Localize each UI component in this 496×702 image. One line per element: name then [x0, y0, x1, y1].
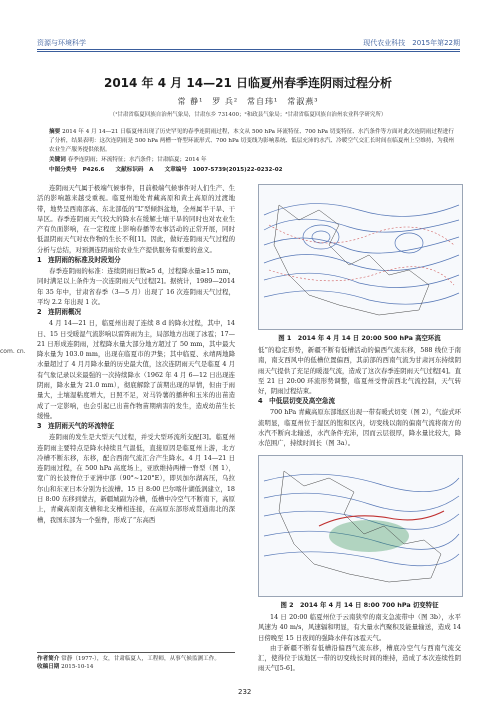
footnote	[37, 652, 235, 671]
author-list: 常 静¹ 罗 兵² 常自玮¹ 常淑燕³	[177, 97, 319, 106]
received-date-label: 收稿日期	[37, 664, 60, 670]
right-paragraph-3: 由于新疆不断有低槽沿偏西气流东移，槽底冷空气与西南气流交汇，使得位于该地区一带的切变线长时间的维持，造成了本次连续性阴雨天气[5-6]。	[258, 643, 461, 673]
received-date: 2015-10-14	[61, 664, 94, 670]
running-header-right: 现代农业科技 2015年第22期	[363, 39, 460, 47]
figure-2-caption: 图 2 2014 年 4 月 14 日 8:00 700 hPa 切变特征	[280, 601, 439, 609]
author-affiliations: （¹甘肃省临夏回族自治州气象局，甘肃东乡 731400；²和政县气象局；³甘肃省临夏回族自治州农业科学研究所）	[109, 112, 387, 118]
section-4-text: 700 hPa 青藏高原东部地区出现一带有暖式切变（图 2），气旋式环流明显，临夏州位于湿区的饱和区内，切变线以南的偏南气流将南方的水汽不断向北输送，水汽条件充沛，因而云层很厚，降水量比较大，降水范围广，持续时间长（图 3a）。	[258, 408, 461, 448]
abstract	[49, 128, 454, 154]
section-4-heading: 4 中低层切变及高空急流	[258, 397, 336, 406]
section-1-text: 春季连阴雨的标准：连续阴雨日数≥5 d，过程降水量≥15 mm，同时满足以上条件为一次连阴雨天气过程[2]。据统计，1989—2014 年 35 年中，甘肃省春季（3—5 月）出现了 16 次连阴雨天气过程，平均 2.2 年出现 1 次。	[37, 267, 235, 306]
abstract-text: 2014 年 4 月 14—21 日临夏州出现了历史罕见的春季连阴雨过程，本文从 500 hPa 环流特征、700 hPa 切变特征、水汽条件等方面对此次连阴雨过程进行了分析，结果表明：这次连阴雨是 500 hPa 两槽一脊型环流形式、700 hPa 切变线为影响系统、低层充沛的水汽、冷暖空气交汇长时间在临夏州上空维持，为我州农业生产服务提供依据。	[49, 129, 454, 153]
header-rule	[37, 49, 460, 50]
author-bio-label: 作者简介	[37, 656, 60, 662]
section-2-text: 4 月 14—21 日，临夏州出现了连续 8 d 的降水过程，其中，14 日、15 日受暖湿气流影响以雷阵雨为主，局部地方出现了冰雹；17—21 日形成连阴雨，过程降水量大部分地方超过了 50 mm，其中最大降水量为 103.0 mm，出现在临夏市的尹集；其中临夏、永靖两地降水量超过了 4 月月降水量的历史最大值，这次连阴雨天气是临夏 4 月有气象记录以来最强的一次持续降水（1962 年 4 月 6—12 日出现连阴雨，降水量为 21.0 mm），彻底解除了前期出现的旱情，但由于雨量大，土壤湿粘度增大，日照不足，对马铃薯的播种和玉米的出苗造成了一定影响，也会引起已出苗作物苗期病害的发生，造成幼苗生长缓慢。	[37, 319, 235, 420]
figure-2-map	[258, 455, 463, 597]
section-3-heading: 3 连阴雨天气的环流特征	[37, 422, 115, 431]
keywords-label: 关键词	[49, 157, 66, 163]
section-3-text: 连阴雨的发生是大型天气过程，并受大型环流所支配[3]。临夏州连阴雨主要特点是降水持续且气温低，直接原因是临夏州上游，北方冷槽不断东移，东移，配合西南气流汇合产生降水。4 月 14—21 日连阴雨过程，在 500 hPa 高度场上，亚欧维持两槽一脊型（图 1），宽广的长波脊位于亚洲中部（90°~120°E），即贝加尔湖高压，乌拉尔山和东亚日本分别为长波槽。15 日 8:00 巴尔喀什湖低涡建立，18 日 8:00 东移到蒙古，新疆城副为冷槽，低槽中冷空气不断南下，高原上，青藏高原南支槽和北支槽相连接，在高原东部形成贯通南北的深槽，我国东部为一个强脊，形成了“东高西	[37, 433, 235, 524]
article-title: 2014 年 4 月 14—21 日临夏州春季连阴雨过程分析	[103, 76, 393, 90]
abstract-label: 摘要	[49, 129, 61, 135]
classification-line: 中图分类号 P426.6 文献标识码 A 文章编号 1007-5739(2015)22-0232-02	[49, 167, 283, 173]
intro-paragraph: 连阴雨天气属于极端气候事件，目前极端气候事件对人们生产、生活的影响越来越受重视。临夏州地处青藏高原和黄土高原的过渡地带，地势呈西南部高、东北部低的“L”型倾斜盆地，全州属半干旱、干旱区。春季连阴雨天气较大的降水在缓解土壤干旱的同时也对农业生产有负面影响，在一定程度上影响春播等农事活动的正常开展，同时低温阴雨天气对农作物的生长不利[1]。因此，做好连阴雨天气过程的分析与总结，对预测连阴雨给农业生产提供服务有重要的意义。	[37, 184, 235, 254]
figure-1-map	[258, 184, 463, 330]
right-column-upper	[258, 345, 461, 449]
keywords	[49, 156, 454, 164]
figure-2-contour-map	[259, 456, 462, 596]
running-header-left: 资源与环境科学	[37, 39, 86, 47]
figure-1-caption: 图 1 2014 年 4 月 14 日 20:00 500 hPa 高空环流	[278, 334, 441, 342]
right-paragraph-2: 14 日 20:00 临夏州位于云南狭窄的南支急流带中（图 3b），水平风速为 40 m/s，风速辐和明显，有大量水汽聚积及能量输送，造成 14 日傍晚至 15 日夜间的强降水伴有冰雹天气。	[258, 613, 461, 642]
right-paragraph-1: 低”的稳定形势，新疆不断有低槽活动的偏西气流东移，588 线位于南南，南支西风中的低槽位置偏西，其前部的西南气流为甘肃河东持续阴雨天气提供了充足的暖湿气流，造成了这次春季连阴雨天气过程[4]。直至 21 日 20:00 环流形势调整，临夏州受脊前西北气流控制，天气转好，阴雨过程结束。	[258, 346, 461, 396]
header-rule-thin	[37, 51, 460, 52]
keywords-text: 春季连阴雨；环流特征；水汽条件；甘肃临夏；2014 年	[67, 157, 207, 163]
section-2-heading: 2 连阴雨概况	[37, 308, 82, 317]
left-column	[37, 183, 235, 525]
author-bio-text: 常静（1977-），女，甘肃临夏人，工程师，从事气候监测工作。	[61, 656, 220, 662]
page-number: 232	[238, 688, 252, 696]
section-1-heading: 1 连阴雨的标准及时段划分	[37, 256, 121, 265]
figure-1-contour-map	[259, 185, 462, 329]
right-column-lower	[258, 612, 461, 674]
side-watermark: com. cn.	[0, 348, 26, 355]
